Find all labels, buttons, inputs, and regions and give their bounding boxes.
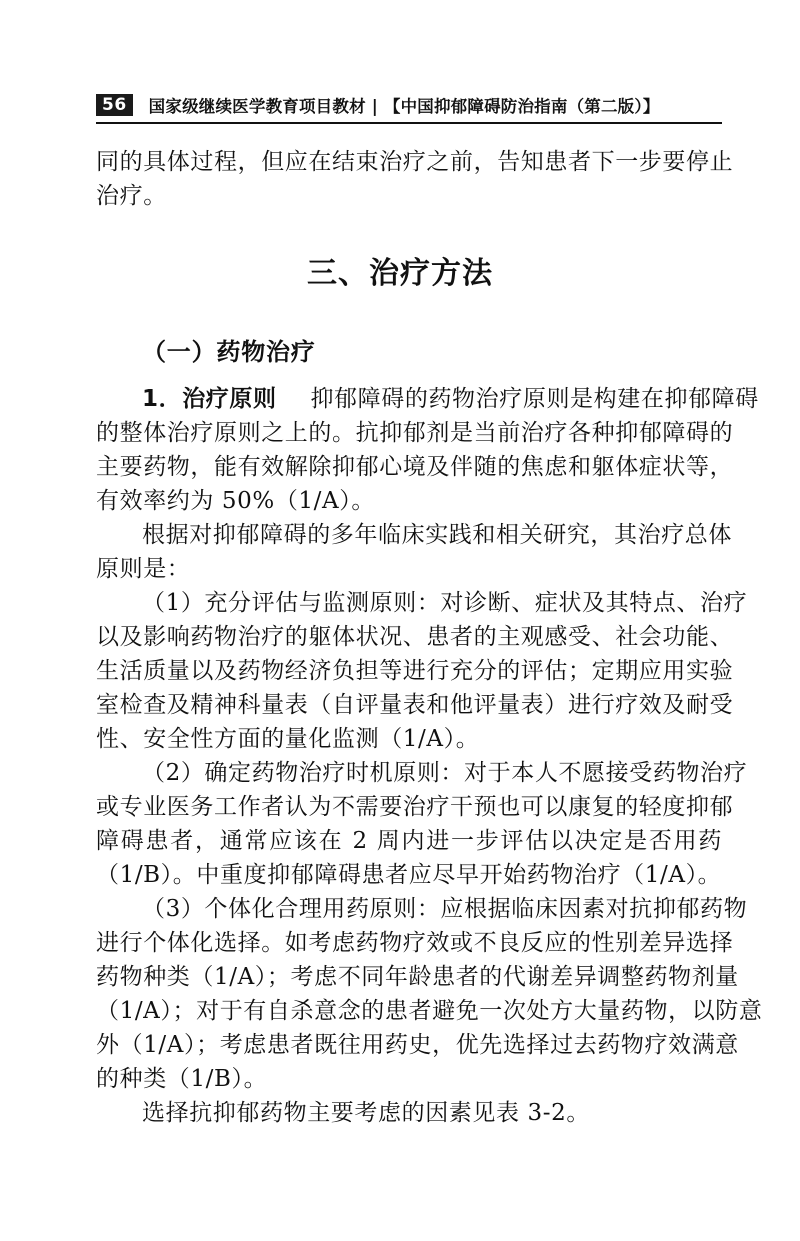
text-line: （1/B）。中重度抑郁障碍患者应尽早开始药物治疗（1/A）。 xyxy=(96,862,722,888)
text-line: 或专业医务工作者认为不需要治疗干预也可以康复的轻度抑郁 xyxy=(96,794,734,820)
text-line: （1/A）；对于有自杀意念的患者避免一次处方大量药物，以防意 xyxy=(96,998,763,1024)
text-line: 治疗。 xyxy=(96,183,167,209)
list-item-3 xyxy=(96,892,763,1096)
principle-paragraph xyxy=(96,382,759,518)
section-title: 三、治疗方法 xyxy=(307,256,493,291)
text-line-rest: 抑郁障碍的药物治疗原则是构建在抑郁障碍 xyxy=(310,386,759,412)
list-item-1 xyxy=(96,586,748,756)
text-line: 的整体治疗原则之上的。抗抑郁剂是当前治疗各种抑郁障碍的 xyxy=(96,420,734,446)
text-line: 选择抗抑郁药物主要考虑的因素见表 3-2。 xyxy=(142,1100,590,1126)
text-line: 进行个体化选择。如考虑药物疗效或不良反应的性别差异选择 xyxy=(96,930,734,956)
continuation-paragraph xyxy=(96,145,734,213)
text-line: 以及影响药物治疗的躯体状况、患者的主观感受、社会功能、 xyxy=(96,624,734,650)
text-line: （1）充分评估与监测原则：对诊断、症状及其特点、治疗 xyxy=(142,590,748,616)
text-line: 根据对抑郁障碍的多年临床实践和相关研究，其治疗总体 xyxy=(142,522,732,548)
text-line: 原则是： xyxy=(96,556,191,582)
text-line: 主要药物，能有效解除抑郁心境及伴随的焦虑和躯体症状等， xyxy=(96,454,734,480)
text-line: 药物种类（1/A）；考虑不同年龄患者的代谢差异调整药物剂量 xyxy=(96,964,739,990)
text-line xyxy=(96,382,759,416)
running-header-title: 国家级继续医学教育项目教材 | 【中国抑郁障碍防治指南（第二版）】 xyxy=(148,97,660,116)
text-line: 同的具体过程，但应在结束治疗之前，告知患者下一步要停止 xyxy=(96,149,734,175)
text-line: 的种类（1/B）。 xyxy=(96,1066,268,1092)
text-line: 外（1/A）；考虑患者既往用药史，优先选择过去药物疗效满意 xyxy=(96,1032,739,1058)
closing-paragraph xyxy=(96,1096,722,1130)
text-line: 性、安全性方面的量化监测（1/A）。 xyxy=(96,726,480,752)
text-line: （2）确定药物治疗时机原则：对于本人不愿接受药物治疗 xyxy=(142,760,748,786)
general-principle-paragraph xyxy=(96,518,732,586)
subsection-title: （一）药物治疗 xyxy=(142,338,316,366)
text-line: 障碍患者，通常应该在 2 周内进一步评估以决定是否用药 xyxy=(96,828,722,854)
page-number: 56 xyxy=(96,94,133,116)
text-line: （3）个体化合理用药原则：应根据临床因素对抗抑郁药物 xyxy=(142,896,748,922)
text-line: 有效率约为 50%（1/A）。 xyxy=(96,488,375,514)
running-header xyxy=(96,88,722,124)
text-line: 室检查及精神科量表（自评量表和他评量表）进行疗效及耐受 xyxy=(96,692,734,718)
text-line: 生活质量以及药物经济负担等进行充分的评估；定期应用实验 xyxy=(96,658,734,684)
run-in-heading: 1．治疗原则 xyxy=(142,386,277,412)
list-item-2 xyxy=(96,756,748,892)
